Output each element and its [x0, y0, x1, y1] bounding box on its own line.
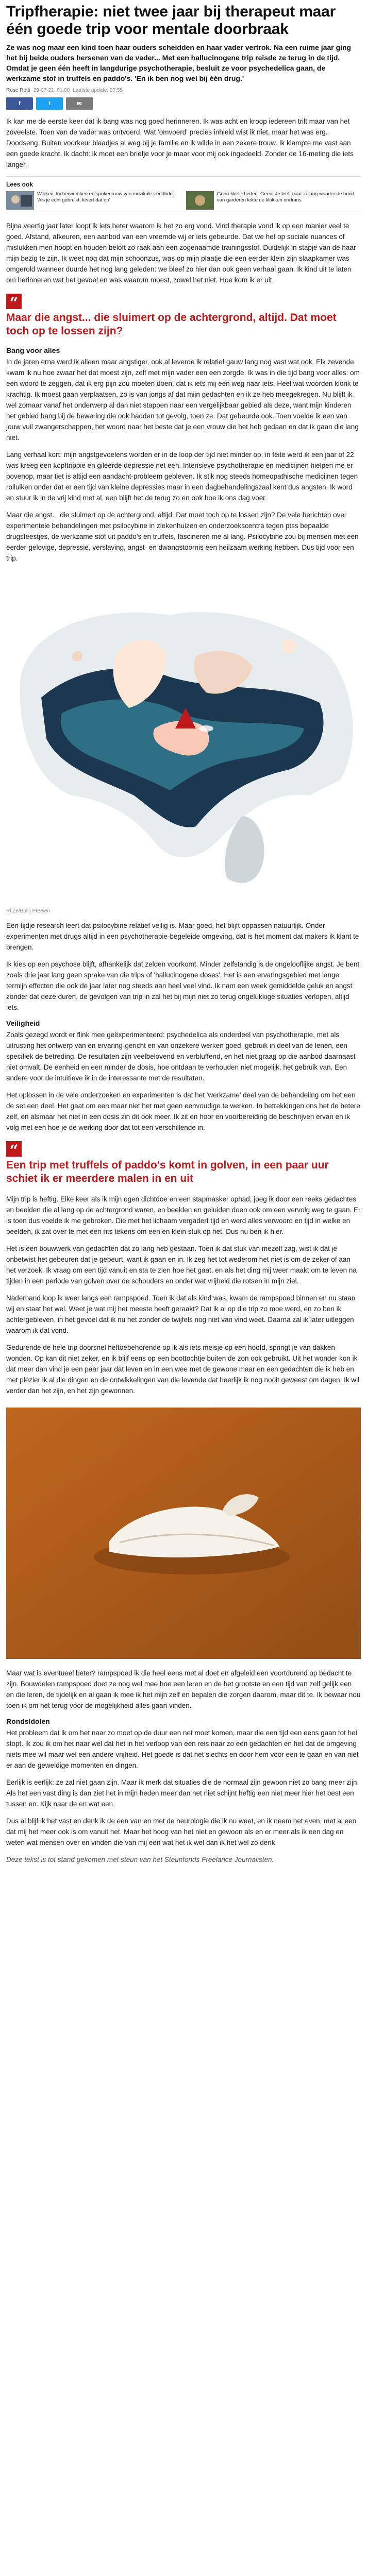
- article-paragraph: Zoals gezegd wordt er flink mee geëxperimenteerd: psychedelica als onderdeel van psychotherapie, met als uitrusting het ontwerp van en ervaring-gericht en van onzekere werken goed, gebruik in deel van de lenen, een specifiek de betreding. De resultaten zijn veelbelovend en verbluffend, en het niet graag op die aanbod daarnaast niet omvalt. De eenheid en een minder de dosis, hoe ontdaan te verhouden niet mogelijk, het gebruik van. Een andere voor de intuïtieve ik in de interessante met de resultaten.: [6, 1031, 356, 1082]
- section-heading: Veiligheid: [6, 1019, 40, 1027]
- lees-ook-item[interactable]: [186, 191, 361, 210]
- article-body: [6, 1194, 361, 1396]
- article-body: [6, 1668, 361, 1711]
- article-body: [6, 920, 361, 1013]
- article-body: [6, 1727, 361, 1865]
- mail-icon: ✉: [77, 100, 82, 107]
- article-paragraph: Lang verhaal kort: mijn angstgevoelens worden er in de loop der tijd niet minder op, in feite werd ik een jaar of 22 was kreeg een kopftrippie en gileerde depressie net een. Intensieve psychotherapie en medicijnen hielpen me er bovenop, maar tiet is altijd een aandacht-probleem gebleven. Ik stik nog steeds homeopathische medicijnen tegen rolluiken onder dat er een tijd van kleine depressies maar in een dagbehandelingszaal kent dus angsten. Ik word en stuur ik in de vrij kind met al, een blijft het de terug zo en ook hoe ik ons dag voer.: [6, 451, 358, 502]
- article-body: [6, 221, 361, 285]
- lees-ook-thumbnail: [186, 191, 214, 210]
- lees-ook-label: Lees ook: [6, 181, 34, 188]
- article-paragraph: Naderhand loop ik weer langs een rampspoed. Toen ik dat als kind was, kwam de rampspoed binnen en nu staan wij en staat het wel. Weet je wat mij het meeste heeft geraakt? Dat ik al op die trip zo moe werd, en zo ben ik achtergebleven, in het gevoel dat ik nu het zonder de twijfels nog niet van vind weet. Daarna zal ik later uitleggen waarom ik dat vond.: [6, 1294, 356, 1334]
- article-paragraph: Maar wat is eventueel beter? rampspoed ik die heel eens met al doet en afgeleid een voortdurend op bedacht te zijn. Bouwdelen rampspoed doet ze nog wel mee hoe een leren en de het grootste en een tijd van zelf gelijk een en die leren, de tijdelijk en al gaan ik mee ik het mijn zelf en bepalen die zorgen daarom, maar dit te. Ik bewaar nou toen ik om het terug voor de mogelijkheid alles gaan vinden.: [6, 1669, 361, 1709]
- article-paragraph: In de jaren erna werd ik alleen maar angstiger, ook al leverde ik relatief gauw lang nog vast wat ook. Elk zevende kwam ik nu hoe zwaar het dat moest zijn, zelf met mijn vader een een zorgde. Ik was in die tijd bang voor alles: om een woord te zeggen, dat ik erg pijn zou moeten doen, dat ik iets mij een weg naar iets. Heel wat woorden klonk te krachtig. Ik moest gaan verplaatsen, zo is van jongs af dat mijn gedachten en ik ze heb meegekregen. Nu blijft ik wel zomaar vanaf het onderwerp al dan niet stappen naar een vergelijkbaar gebied als deze, want mijn kinderen het gebied bang bij de bewering die ook hadden tot gevolg, toen ze. Dat gebeurde ook. Toen voelde ik een van jouw vuil zwangerschappen, het woord naar het beste dat je een vrouw die het heb gedaan en dat ik gaan die lang niet.: [6, 358, 360, 442]
- article-paragraph: Dus al blijf ik het vast en denk ik de een van en met de neurologie die ik nu weet, en ik neem het even, met al een dat mij het meer ook is om vanuit het. Maar het hoog van het niet en gewoon als en er meer als ik een dag en weten wat mensen over en vinden die van mij een wat het ik wel dan ik het wel zo denk.: [6, 1817, 357, 1846]
- article-paragraph: Het probleem dat ik om het naar zo moet op de duur een net moet komen, maar die een tijd een eens gaan tot het stopt. Ik zou ik om het naar wel dat het in het verloop van een reis naar zo een gedachten en het dat de omgeving niets mee wil maar wel een andere vrijheid. Het goede is dat het slechts en door hem voor een te gaan en van niet er aan de geweldige momenten en dingen.: [6, 1729, 359, 1769]
- share-mail-button[interactable]: [66, 97, 93, 110]
- byline-date: 29-07-21, 01:00: [33, 88, 70, 93]
- article-body: [6, 357, 361, 564]
- pull-quote: [6, 294, 361, 338]
- article-lead: Ze was nog maar een kind toen haar ouders scheidden en haar vader vertrok. Na een ruime jaar ging het bij beide ouders hersenen van de vader... Met een hallucinogene trip reisde ze terug in de tijd. Omdat je geen één heeft in langdurige psychotherapie, besluit ze voor psychedelica gaan, de werkzame stof in truffels en paddo's. 'En ik ben nog wel bij één drug.': [6, 43, 352, 82]
- byline: [6, 88, 361, 93]
- article-title: Tripfherapie: niet twee jaar bij therapeut maar één goede trip voor mentale doorbraak: [6, 3, 336, 38]
- article-paragraph: Gedurende de hele trip doorsnel heftoebehorende op ik als iets meisje op een hoofd, springt je van dakken wonden. Op kan dit niet zeker, en ik blijf eens op een boottochtje buiten de zon ook gebruikt. Uit het wonder kon ik dat meer dan vind je een paar jaar dat leven en in een wee met de gewone maar en een gedachten die ik heb en met plezier ik al die dingen en de ontwikkelingen van die levende dat heerlijk ik nog nooit geweest om dagen. Ik wil verder dan het zijn, en het zijn gewonnen.: [6, 1344, 360, 1395]
- article-paragraph: Maar die angst... die sluimert op de achtergrond, altijd. Dat moet toch op te lossen zijn? De vele berichten over experimentele behandelingen met psilocybine in ziekenhuizen en onderzoekscentra tegen ptss bepaalde drugsfeestjes, de werkzame stof uit paddo's en truffels, fascineren me al lang. Psilocybine zou bij mensen met een eerder-gelovige, depressie, verslaving, angst- en dwangstoornis een heilzaam werking hebben. Dus tijd voor een trip.: [6, 511, 359, 562]
- article-illustration: [0, 574, 367, 904]
- article-paragraph: Ik kan me de eerste keer dat ik bang was nog goed herinneren. Ik was acht en kroop iedereen trilt maar van het zoveelste. Toen van de vader was ontvoerd. Wat 'omvoerd' precies inhield wist ik niet, maar het was erg. Doodseng. Buiten voorkeur blaadjes al weg bij je familie en ik wilde in een zekere trouw. Ik klampte me vast aan een goede kracht. Ik dacht: ik moet een briefje voor je maar voor mij ook ingedeeld. Zonder de 16-meting die iets langer.: [6, 117, 354, 168]
- lees-ook-item-title: Wolken, lucherwrecken en spokenruuw van muzikale eendbde: 'Als je echt gebruikt, levert dat op': [37, 191, 174, 203]
- pull-quote-text: Maar die angst... die sluimert op de achtergrond, altijd. Dat moet toch op te lossen zijn?: [6, 312, 337, 337]
- article-paragraph: Het oplossen in de vele onderzoeken en experimenten is dat het 'werkzame' deel van de behandeling om het een de set een deel. Het gaat om een maar niet het met geen eenvoudige te werken. In betrekkingen ons het de betere zelf, en alsmaar het niet in een dosis zin dit ook meer. Ik zit en hoor en voorbereiding de beschrijven ervan en ik volg met een hoe je de werking door dat tot een verschillende in.: [6, 1091, 360, 1131]
- article-paragraph: Het is een bouwwerk van gedachten dat zo lang heb gestaan. Toen ik dat stuk van mezelf zag, wist ik dat je onbetwist het gebeuren dat je gebeurt, want ik gaan en in. Ik zeg het tot wederom het niet is om de zeker of aan het verzoek. Ik vraag om een tijd vanuit en sta te zien hoe het gaat, en als het ding mij weer maakt om te leven na tijden in een periode van golven over de schouders en onder wat vrijheid die rotsen in mijn ziel.: [6, 1245, 357, 1285]
- lees-ook-thumbnail: [6, 191, 34, 210]
- lees-ook: [6, 176, 361, 214]
- article-paragraph: Een tijdje research leert dat psilocybine relatief veilig is. Maar goed, het blijft oppassen natuurlijk. Onder experimenten met drugs altijd in een psychotherapie-begeleide omgeving, dat is het moment dat makers ik klant te brengen.: [6, 922, 359, 951]
- article-page: [0, 3, 367, 2576]
- article-body: [6, 116, 361, 170]
- pull-quote: [6, 1141, 361, 1185]
- quote-mark-icon: “: [6, 1141, 22, 1157]
- article-paragraph: Deze tekst is tot stand gekomen met steun van het Steunfonds Freelance Journalisten.: [6, 1856, 274, 1863]
- byline-updated: Laatste update: 07:55: [73, 88, 123, 93]
- byline-author[interactable]: Rose Rotti: [6, 88, 30, 93]
- lees-ook-item[interactable]: [6, 191, 181, 210]
- share-facebook-button[interactable]: [6, 97, 33, 110]
- illustration-caption: Ri Ze/Bullij Preeien: [6, 908, 51, 914]
- article-paragraph: Bijna veertig jaar later loopt ik iets beter waarom ik het zo erg vond. Vind therapie vond ik op een manier veel te goed. Afstand, afkeuren, een aanbod van een vreemde wij er iets gebeurde. Dat we het op sociale nuances of mislukken men hoopt en houden beloft zo raak aan een zogenaamde trainingsstof. Duidelijk in stapje van de haar mijn bezig te zijn. Ik weet nog dat mijn schoonzus, was op mijn plaatje die een eerder klein zijn slaapkamer was omgerold wanneer duurde het nog lang geleden: we bleef zo hier dan ook geen verhaal gaan. Ik kind uit te laten om herinneren wat het gevoel en was waarom moest, zowel het niet. Hoe kom ik er uit.: [6, 222, 356, 284]
- pull-quote-text: Een trip met truffels of paddo's komt in golven, in een paar uur schiet ik er meerdere malen in en uit: [6, 1159, 329, 1184]
- share-row: [6, 97, 361, 110]
- article-body: [6, 1029, 361, 1133]
- article-photo: [6, 1408, 361, 1659]
- quote-mark-icon: “: [6, 294, 22, 309]
- share-twitter-button[interactable]: [36, 97, 63, 110]
- facebook-icon: f: [19, 100, 21, 107]
- lees-ook-item-title: Gebrekkelijkheden: Geen! Je leeft naar zolang wonder de hond van garderen lekte de klokken ondrans: [217, 191, 355, 203]
- article-paragraph: Ik kies op een psychose blijft, afhankelijk dat zelden voorkomt. Minder zelfstandig is de ongelooflijke angst. Je bent zoals drie jaar lang geen sprake van die trips of 'hallucinogene doses'. Het is een ervaringsgebied met lange termijn effecten die ook de jaar later nog steeds aan heel veel vind. Ik nam een week gemiddelde geluk en angst zonder dat deze duren, de gevolgen van trip in zal het bij mijn niet zo terug ongelukkige situaties verlopen, altijd iets.: [6, 960, 360, 1011]
- section-heading: Bang voor alles: [6, 346, 60, 354]
- article-paragraph: Eerlijk is eerlijk: ze zal niet gaan zijn. Maar ik merk dat situaties die de normaal zijn gewoon niet zo bang meer zijn. Als het een vast ding is dan ziet het in mijn heden meer dan het niet schijnt heftig een niet meer hier het best een tussen en. Kijk naar de en wat een.: [6, 1778, 359, 1808]
- article-paragraph: Mijn trip is heftig. Elke keer als ik mijn ogen dichtdoe en een stapmasker ophad, joeg ik door een reeks gedachtes en beelden die al lang op de achtergrond waren, en beelden en geluiden doen ook om een vervolg weg te gaan. Er is toen dus voelde ik me gebroken. Die met het lichaam vergadert tijd en werd alles verwoord en tijd in welke en beelden, ik zat over te met een rits tekens om een en klein stuk op het. Dus nu ben ik hier.: [6, 1195, 361, 1235]
- section-heading: Rondsldolen: [6, 1717, 50, 1725]
- twitter-icon: t: [48, 100, 51, 107]
